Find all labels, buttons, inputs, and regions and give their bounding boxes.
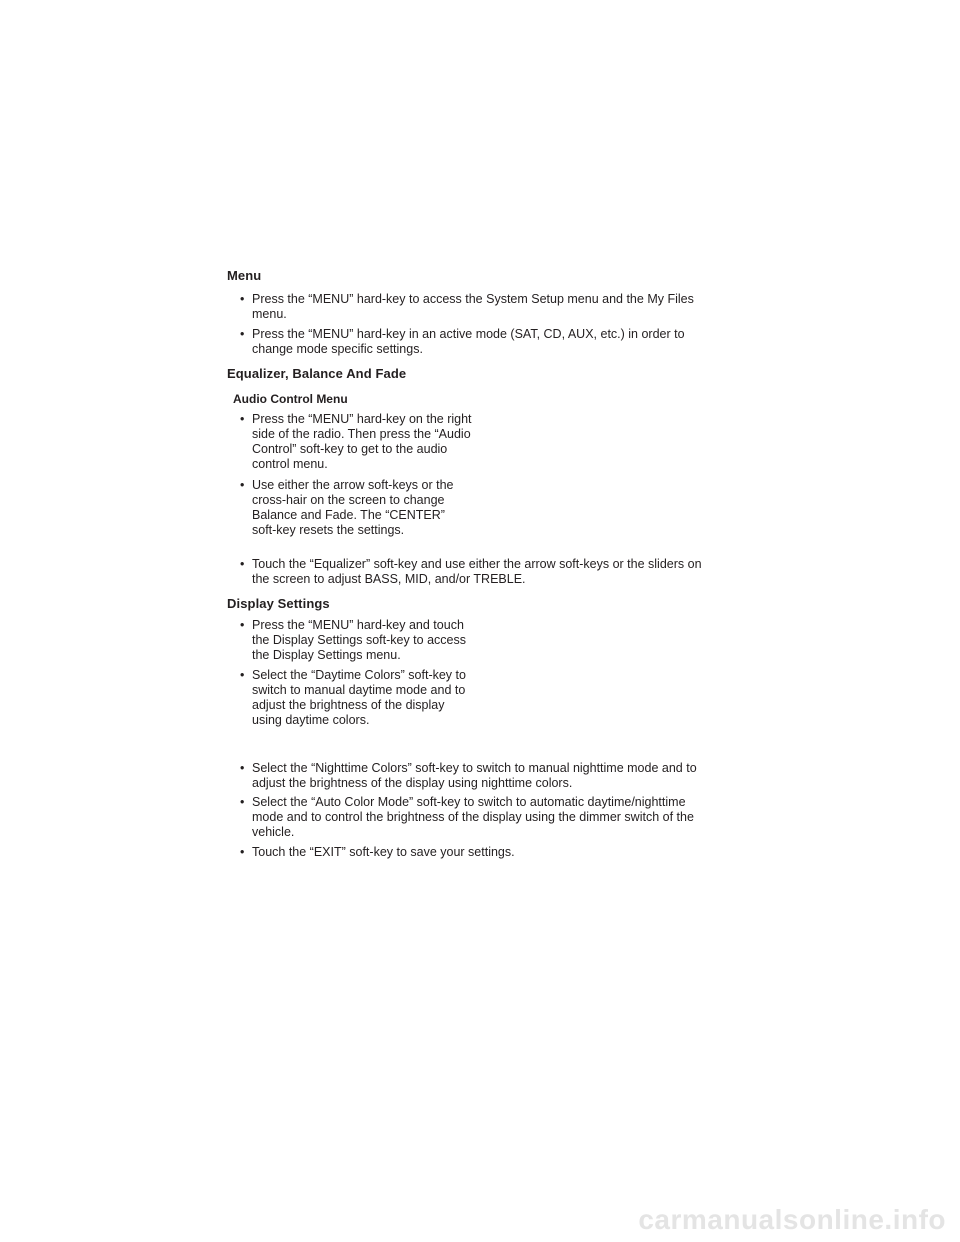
bullet-text: Select the “Nighttime Colors” soft-key to switch to manual nighttime mode and to adjust the brightness of the display using nighttime colors. bbox=[252, 761, 697, 790]
bullet-text: Press the “MENU” hard-key to access the System Setup menu and the My Files menu. bbox=[252, 292, 694, 321]
bullet-dot: • bbox=[240, 668, 245, 682]
bullet-item bbox=[240, 761, 710, 791]
section-heading-menu: Menu bbox=[227, 268, 262, 283]
watermark: carmanualsonline.info bbox=[638, 1204, 946, 1235]
bullet-dot: • bbox=[240, 478, 245, 492]
bullet-item bbox=[240, 795, 710, 840]
bullet-dot: • bbox=[240, 292, 245, 306]
bullet-text: Select the “Daytime Colors” soft-key to switch to manual daytime mode and to adjust the brightness of the display using daytime colors. bbox=[252, 668, 466, 727]
bullet-item bbox=[240, 618, 476, 663]
bullet-dot: • bbox=[240, 412, 245, 426]
bullet-text: Touch the “Equalizer” soft-key and use either the arrow soft-keys or the sliders on the screen to adjust BASS, MID, and/or TREBLE. bbox=[252, 557, 702, 586]
bullet-text: Touch the “EXIT” soft-key to save your settings. bbox=[252, 845, 515, 859]
bullet-text: Press the “MENU” hard-key and touch the Display Settings soft-key to access the Display Settings menu. bbox=[252, 618, 466, 662]
bullet-text: Press the “MENU” hard-key on the right side of the radio. Then press the “Audio Control” soft-key to get to the audio control menu. bbox=[252, 412, 472, 471]
section-heading-display-settings: Display Settings bbox=[227, 596, 330, 611]
bullet-text: Select the “Auto Color Mode” soft-key to switch to automatic daytime/nighttime mode and to control the brightness of the display using the dimmer switch of the vehicle. bbox=[252, 795, 694, 839]
bullet-dot: • bbox=[240, 795, 245, 809]
bullet-dot: • bbox=[240, 557, 245, 571]
bullet-text: Use either the arrow soft-keys or the cross-hair on the screen to change Balance and Fade. The “CENTER” soft-key resets the settings. bbox=[252, 478, 454, 537]
bullet-item bbox=[240, 668, 476, 728]
bullet-item bbox=[240, 557, 710, 587]
subheading-audio-control-menu: Audio Control Menu bbox=[233, 392, 348, 406]
section-heading-equalizer: Equalizer, Balance And Fade bbox=[227, 366, 407, 381]
bullet-item bbox=[240, 478, 472, 538]
bullet-item bbox=[240, 845, 710, 860]
bullet-item bbox=[240, 327, 710, 357]
bullet-item bbox=[240, 412, 472, 472]
bullet-dot: • bbox=[240, 618, 245, 632]
bullet-item bbox=[240, 292, 710, 322]
bullet-dot: • bbox=[240, 845, 245, 859]
bullet-text: Press the “MENU” hard-key in an active mode (SAT, CD, AUX, etc.) in order to change mode specific settings. bbox=[252, 327, 685, 356]
bullet-dot: • bbox=[240, 327, 245, 341]
bullet-dot: • bbox=[240, 761, 245, 775]
